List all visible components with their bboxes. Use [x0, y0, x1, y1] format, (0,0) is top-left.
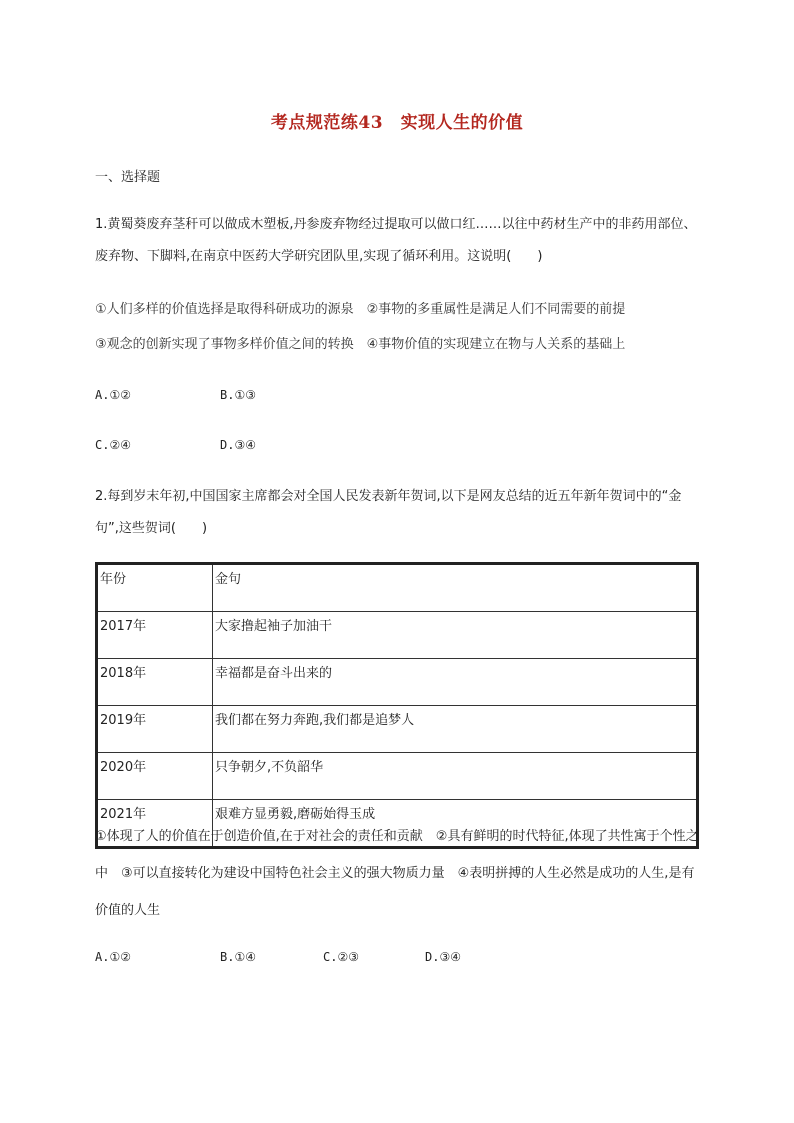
table-cell-quote: 我们都在努力奔跑,我们都是追梦人 [213, 706, 698, 753]
choice-b[interactable]: B.①④ [220, 950, 256, 964]
table-cell-year: 2021年 [97, 800, 213, 848]
question-2-stem: 2.每到岁末年初,中国国家主席都会对全国人民发表新年贺词,以下是网友总结的近五年新年贺词中的“金句”,这些贺词( ) [95, 489, 682, 536]
golden-quotes-table [95, 562, 699, 849]
table-header-quote: 金句 [213, 564, 698, 612]
question-1-option-line-1: ①人们多样的价值选择是取得科研成功的源泉 ②事物的多重属性是满足人们不同需要的前提 [95, 302, 626, 317]
question-1-option-line-2: ③观念的创新实现了事物多样价值之间的转换 ④事物价值的实现建立在物与人关系的基础上 [95, 337, 626, 352]
question-1-stem: 1.黄蜀葵废弃茎秆可以做成木塑板,丹参废弃物经过提取可以做口红……以往中药材生产中的非药用部位、废弃物、下脚料,在南京中医药大学研究团队里,实现了循环利用。这说明( ) [95, 217, 697, 264]
table-row [97, 612, 698, 659]
choice-b[interactable]: B.①③ [220, 388, 256, 402]
choice-d[interactable]: D.③④ [425, 950, 461, 964]
table-header-row [97, 564, 698, 612]
table-cell-quote: 艰难方显勇毅,磨砺始得玉成 [213, 800, 698, 848]
table-cell-quote: 大家撸起袖子加油干 [213, 612, 698, 659]
table-row [97, 753, 698, 800]
choice-a[interactable]: A.①② [95, 388, 131, 402]
section-heading: 一、选择题 [95, 170, 161, 185]
table-cell-quote: 幸福都是奋斗出来的 [213, 659, 698, 706]
question-1-options [95, 292, 715, 362]
table-header-year: 年份 [97, 564, 213, 612]
table-cell-quote: 只争朝夕,不负韶华 [213, 753, 698, 800]
table-cell-year: 2019年 [97, 706, 213, 753]
question-2-options: ①体现了人的价值在于创造价值,在于对社会的责任和贡献 ②具有鲜明的时代特征,体现了共性寓于个性之中 ③可以直接转化为建设中国特色社会主义的强大物质力量 ④表明拼搏的人生必然是成功的人生,是有价值的人生 [95, 829, 699, 918]
table-row [97, 659, 698, 706]
page-title: 考点规范练43 实现人生的价值 [270, 113, 524, 133]
table-cell-year: 2020年 [97, 753, 213, 800]
table-row [97, 706, 698, 753]
table-cell-year: 2018年 [97, 659, 213, 706]
choice-d[interactable]: D.③④ [220, 438, 256, 452]
table-cell-year: 2017年 [97, 612, 213, 659]
choice-c[interactable]: C.②④ [95, 438, 131, 452]
choice-c[interactable]: C.②③ [323, 950, 359, 964]
choice-a[interactable]: A.①② [95, 950, 131, 964]
